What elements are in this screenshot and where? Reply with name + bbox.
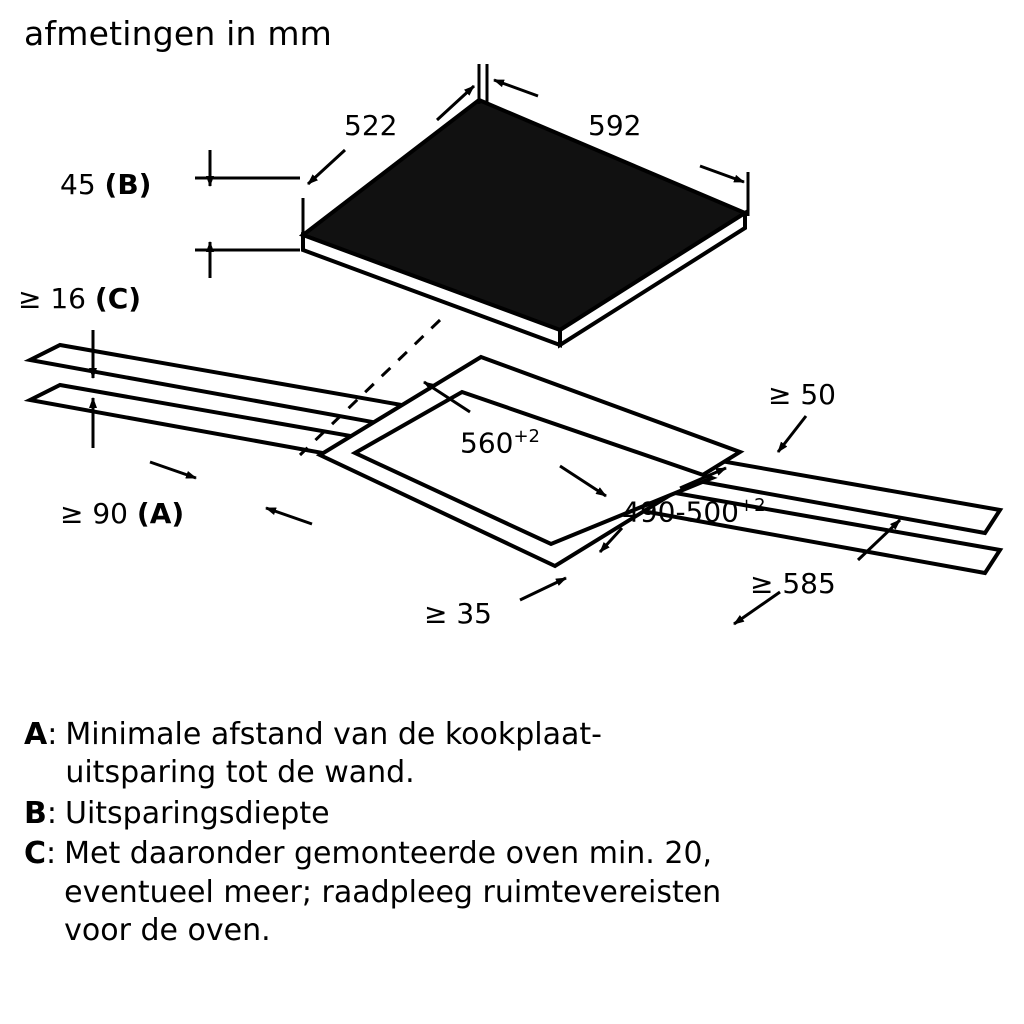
- legend: [24, 716, 1004, 952]
- legend-item-b: [24, 795, 1004, 833]
- legend-text-b: Uitsparingsdiepte: [64, 795, 330, 831]
- dimension-label-min-35: ≥ 35: [424, 597, 492, 630]
- page-title: afmetingen in mm: [24, 14, 333, 53]
- legend-key-a: A:: [24, 717, 58, 752]
- legend-item-a: [24, 716, 1004, 793]
- dimension-label-592: 592: [588, 109, 642, 142]
- dimension-label-490-500: $490-500^{+2}$: [622, 495, 766, 529]
- dimension-label-522: 522: [344, 109, 398, 142]
- legend-text-c: Met daaronder gemonteerde oven min. 20, eventueel meer; raadpleeg ruimtevereisten voor de oven.: [64, 836, 722, 948]
- dimension-label-min-16-c: ≥ 16 (C): [18, 282, 142, 315]
- dimension-label-min-50: ≥ 50: [768, 378, 836, 411]
- dimension-label-min-90-a: ≥ 90 (A): [60, 497, 185, 530]
- dimension-label-45-b: 45 (B): [60, 168, 152, 201]
- legend-key-c: C:: [24, 836, 57, 872]
- legend-key-b: B:: [24, 795, 57, 831]
- legend-text-a: Minimale afstand van de kookplaat- uitsparing tot de wand.: [65, 717, 602, 791]
- legend-item-c: [24, 835, 1004, 950]
- dimension-label-560: $560^{+2}$: [460, 426, 540, 460]
- dimension-label-min-585: ≥ 585: [750, 567, 836, 600]
